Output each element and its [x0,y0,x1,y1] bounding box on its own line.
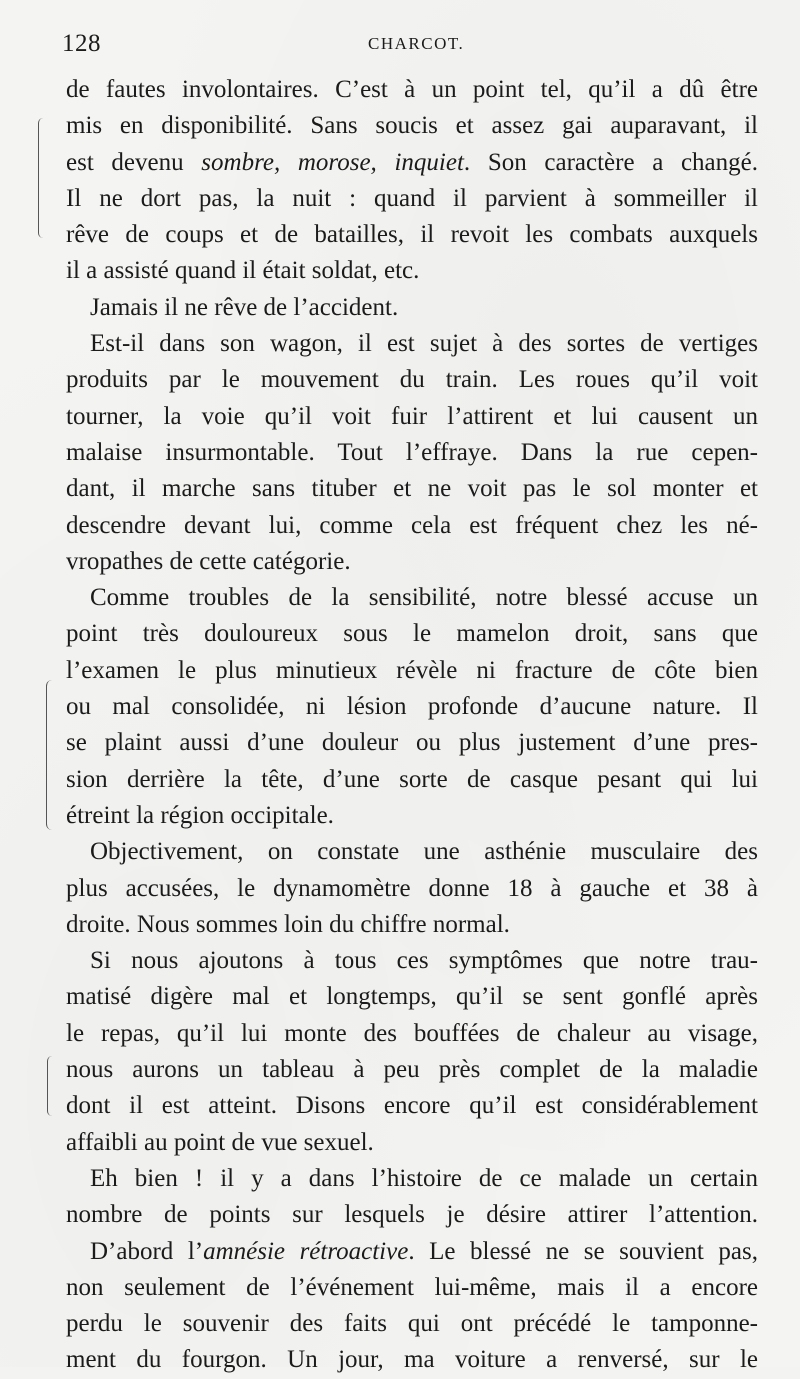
running-head [62,30,758,64]
text-line: il a assisté quand il était soldat, etc. [66,257,420,285]
text-line: Si nous ajoutons à tous ces symptômes que notre trau- [90,947,758,975]
text-line: matisé digère mal et longtemps, qu’il se sent gonflé après [66,983,758,1011]
text-run: . Le blessé ne se souvient pas, [408,1237,758,1265]
text-line: Eh bien ! il y a dans l’histoire de ce malade un certain [90,1164,758,1192]
text-line: tourner, la voie qu’il voit fuir l’attirent et lui causent un [66,402,758,430]
page-number: 128 [62,30,101,57]
margin-pencil-mark [38,118,43,238]
text-line: sion derrière la tête, d’une sorte de casque pesant qui lui [66,765,758,793]
text-line: l’examen le plus minutieux révèle ni fracture de côte bien [66,656,758,684]
text-line: se plaint aussi d’une douleur ou plus justement d’une pres- [66,729,758,757]
text-line: rêve de coups et de batailles, il revoit les combats auxquels [66,221,758,249]
text-line: Est-il dans son wagon, il est sujet à des sortes de vertiges [90,330,758,358]
text-line: de fautes involontaires. C’est à un point tel, qu’il a dû être [66,76,758,103]
text-line: Comme troubles de la sensibilité, notre blessé accuse un [90,584,758,612]
text-run: . Son caractère a changé. [463,148,759,176]
text-line: nombre de points sur lesquels je désire attirer l’attention. [66,1201,758,1229]
text-run: est devenu [66,148,202,176]
text-line: le repas, qu’il lui monte des bouffées de chaleur au visage, [66,1019,758,1047]
text-line: Objectivement, on constate une asthénie musculaire des [90,838,758,866]
margin-pencil-mark [46,680,52,830]
text-line: ou mal consolidée, ni lésion profonde d’aucune nature. Il [66,693,758,721]
text-line: Jamais il ne rêve de l’accident. [90,293,399,321]
italic-text-run: sombre, morose, inquiet [201,148,464,176]
body-text [66,72,758,1379]
text-line: dant, il marche sans tituber et ne voit pas le sol monter et [66,475,758,503]
text-line: mis en disponibilité. Sans soucis et assez gai auparavant, il [66,112,758,140]
text-line: produits par le mouvement du train. Les roues qu’il voit [66,366,758,394]
running-title: CHARCOT. [368,34,465,53]
text-line: nous aurons un tableau à peu près complet de la maladie [66,1056,758,1084]
text-line: descendre devant lui, comme cela est fréquent chez les né- [66,511,758,539]
text-line: dont il est atteint. Disons encore qu’il est considérablement [66,1092,758,1120]
text-line: malaise insurmontable. Tout l’effraye. Dans la rue cepen- [66,438,758,466]
text-line [66,145,758,181]
text-line: Il ne dort pas, la nuit : quand il parvient à sommeiller il [66,184,758,212]
text-line: droite. Nous sommes loin du chiffre normal. [66,910,510,938]
italic-text-run: amnésie rétroactive [203,1237,409,1265]
text-run: D’abord l’ [90,1237,204,1265]
text-line: étreint la région occipitale. [66,801,334,829]
text-line: vropathes de cette catégorie. [66,547,351,575]
text-line: point très douloureux sous le mamelon droit, sans que [66,620,758,648]
text-line: non seulement de l’événement lui-même, mais il a encore [66,1273,758,1301]
text-line: plus accusées, le dynamomètre donne 18 à gauche et 38 à [66,874,758,902]
text-line: ment du fourgon. Un jour, ma voiture a renversé, sur le [66,1346,758,1374]
margin-pencil-mark [47,1056,52,1116]
text-line: perdu le souvenir des faits qui ont précédé le tamponne- [66,1310,758,1338]
text-line: affaibli au point de vue sexuel. [66,1128,374,1156]
text-line [66,1234,758,1270]
